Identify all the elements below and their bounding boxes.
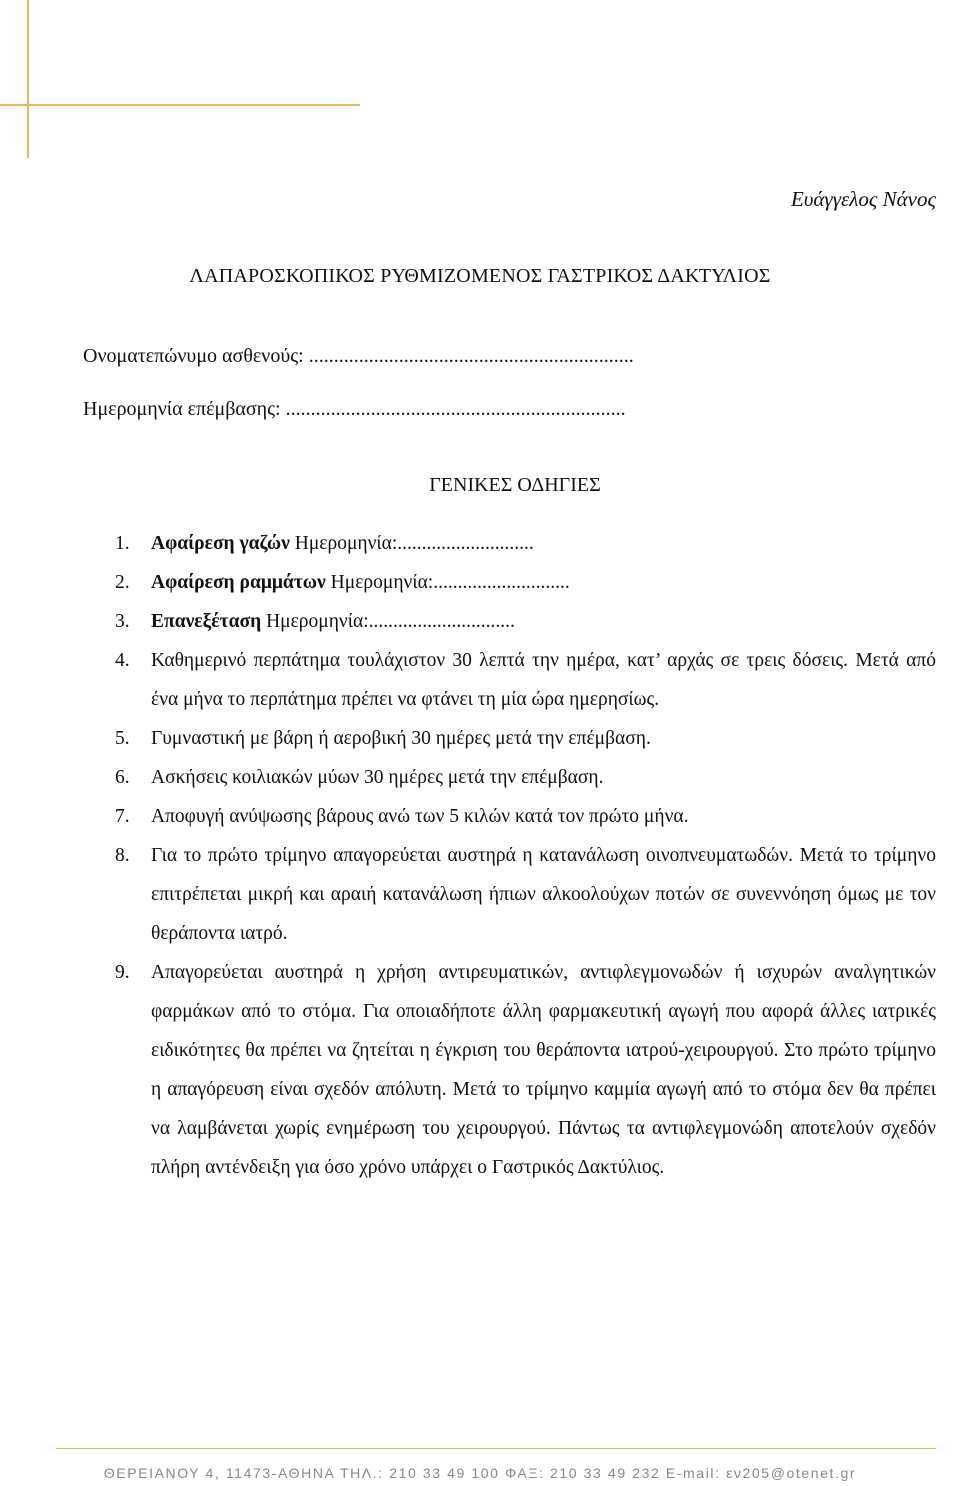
item-number: 7. bbox=[115, 806, 130, 827]
item-bold-label: Επανεξέταση bbox=[151, 611, 262, 632]
list-item bbox=[115, 953, 936, 1187]
author-name: Ευάγγελος Νάνος bbox=[790, 187, 936, 211]
section-heading: ΓΕΝΙΚΕΣ ΟΔΗΓΙΕΣ bbox=[429, 474, 601, 496]
item-bold-label: Αφαίρεση ραμμάτων bbox=[151, 572, 326, 593]
document-title: ΛΑΠΑΡΟΣΚΟΠΙΚΟΣ ΡΥΘΜΙΖΟΜΕΝΟΣ ΓΑΣΤΡΙΚΟΣ ΔΑΚΤΥΛΙΟΣ bbox=[189, 265, 771, 287]
crop-mark-vertical bbox=[27, 0, 29, 158]
surgery-date-field: Ημερομηνία επέμβασης: .................................................................... bbox=[83, 398, 626, 420]
footer-contact: ΘΕΡΕΙΑΝΟΥ 4, 11473-ΑΘΗΝΑ ΤΗΛ.: 210 33 49 100 ΦΑΞ: 210 33 49 232 E-mail: εν205@otenet.gr bbox=[103, 1465, 857, 1481]
item-number: 6. bbox=[115, 767, 130, 788]
item-bold-label: Αφαίρεση γαζών bbox=[151, 533, 290, 554]
crop-mark-horizontal bbox=[0, 104, 360, 106]
list-item bbox=[115, 758, 936, 797]
item-number: 9. bbox=[115, 962, 130, 983]
item-number: 1. bbox=[115, 533, 130, 554]
item-text: Ημερομηνία:.............................. bbox=[261, 611, 515, 632]
item-number: 8. bbox=[115, 845, 130, 866]
item-text: Καθημερινό περπάτημα τουλάχιστον 30 λεπτά την ημέρα, κατ’ αρχάς σε τρεις δόσεις. Μετά από ένα μήνα το περπάτημα πρέπει να φτάνει τη μία ώρα ημερησίως. bbox=[151, 650, 936, 710]
patient-name-field: Ονοματεπώνυμο ασθενούς: ................................................................. bbox=[83, 345, 634, 367]
item-text: Γυμναστική με βάρη ή αεροβική 30 ημέρες μετά την επέμβαση. bbox=[151, 728, 651, 749]
list-item bbox=[115, 602, 936, 641]
list-item bbox=[115, 641, 936, 719]
item-number: 2. bbox=[115, 572, 130, 593]
list-item bbox=[115, 719, 936, 758]
item-text: Ασκήσεις κοιλιακών μύων 30 ημέρες μετά την επέμβαση. bbox=[151, 767, 604, 788]
instructions-list bbox=[115, 524, 936, 1187]
item-text: Ημερομηνία:............................ bbox=[289, 533, 534, 554]
item-number: 5. bbox=[115, 728, 130, 749]
list-item bbox=[115, 524, 936, 563]
item-number: 4. bbox=[115, 650, 130, 671]
footer-divider bbox=[56, 1448, 936, 1449]
list-item bbox=[115, 797, 936, 836]
item-text: Απαγορεύεται αυστηρά η χρήση αντιρευματικών, αντιφλεγμονωδών ή ισχυρών αναλγητικών φαρμάκων από το στόμα. Για οποιαδήποτε άλλη φαρμακευτική αγωγή που αφορά άλλες ιατρικές ειδικότητες θα πρέπει να ζητείται η έγκριση του θεράποντα ιατρού-χειρουργού. Στο πρώτο τρίμηνο η απαγόρευση είναι σχεδόν απόλυτη. Μετά το τρίμηνο καμμία αγωγή από το στόμα δεν θα πρέπει να λαμβάνεται χωρίς ενημέρωση του χειρουργού. Πάντως τα αντιφλεγμονώδη αποτελούν σχεδόν πλήρη αντένδειξη για όσο χρόνο υπάρχει ο Γαστρικός Δακτύλιος. bbox=[151, 962, 936, 1178]
item-number: 3. bbox=[115, 611, 130, 632]
list-item bbox=[115, 836, 936, 953]
list-item bbox=[115, 563, 936, 602]
item-text: Για το πρώτο τρίμηνο απαγορεύεται αυστηρά η κατανάλωση οινοπνευματωδών. Μετά το τρίμηνο επιτρέπεται μικρή και αραιή κατανάλωση ήπιων αλκοολούχων ποτών σε συνεννόηση όμως με τον θεράποντα ιατρό. bbox=[151, 845, 936, 944]
item-text: Ημερομηνία:............................ bbox=[325, 572, 570, 593]
item-text: Αποφυγή ανύψωσης βάρους ανώ των 5 κιλών κατά τον πρώτο μήνα. bbox=[151, 806, 689, 827]
